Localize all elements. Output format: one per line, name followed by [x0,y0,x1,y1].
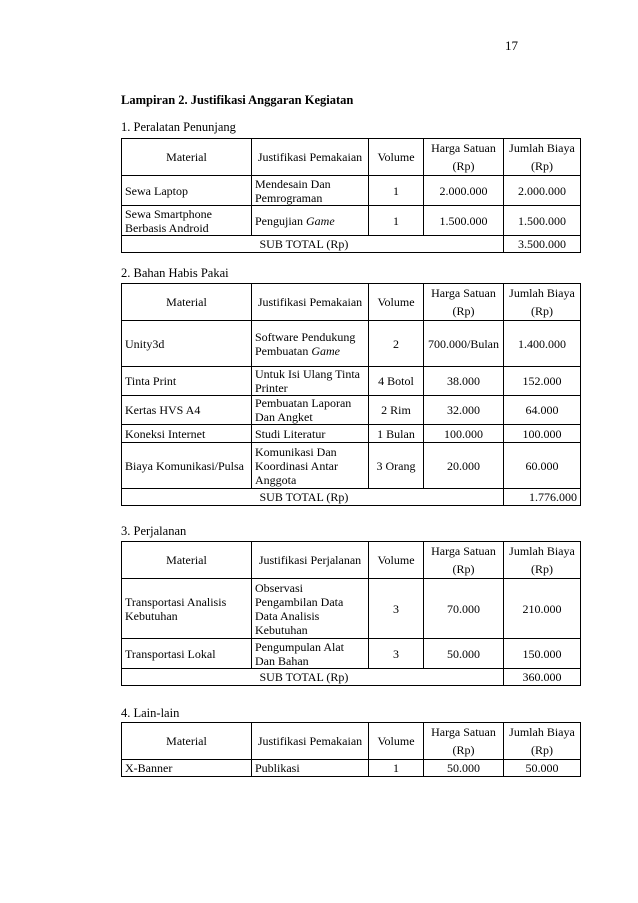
col-header-material: Material [122,723,252,760]
page-heading: Lampiran 2. Justifikasi Anggaran Kegiatan [121,93,354,107]
cell-harga: 70.000 [424,579,504,639]
cell-justifikasi: Pengumpulan Alat Dan Bahan [252,639,369,669]
subtotal-row [122,669,581,686]
col-header-volume: Volume [369,284,424,321]
cell-harga: 32.000 [424,396,504,425]
col-header-volume: Volume [369,139,424,176]
cell-justifikasi [252,206,369,236]
subtotal-label: SUB TOTAL (Rp) [252,236,504,253]
cell-material: Sewa Laptop [122,176,252,206]
col-header-justifikasi: Justifikasi Pemakaian [252,139,369,176]
cell-jumlah: 2.000.000 [504,176,581,206]
cell-material: Kertas HVS A4 [122,396,252,425]
section-title-bahan: 2. Bahan Habis Pakai [121,266,229,280]
cell-harga: 700.000/Bulan [424,321,504,367]
cell-justifikasi-italic: Game [306,213,335,228]
table-row [122,639,581,669]
table-row [122,367,581,396]
cell-material: X-Banner [122,760,252,777]
col-header-jumlah: Jumlah Biaya (Rp) [504,542,581,579]
cell-justifikasi-text: Software Pendukung Pembuatan [255,329,356,358]
section-title-lain-lain: 4. Lain-lain [121,706,180,720]
subtotal-label: SUB TOTAL (Rp) [252,669,504,686]
table-lain-lain [121,722,581,777]
cell-justifikasi: Pembuatan Laporan Dan Angket [252,396,369,425]
table-header-row [122,542,581,579]
table-perjalanan [121,541,581,686]
table-header-row [122,139,581,176]
col-header-volume: Volume [369,723,424,760]
cell-material: Transportasi Lokal [122,639,252,669]
cell-material: Sewa Smartphone Berbasis Android [122,206,252,236]
col-header-harga: Harga Satuan (Rp) [424,139,504,176]
cell-material: Biaya Komunikasi/Pulsa [122,443,252,489]
cell-volume: 1 [369,760,424,777]
col-header-material: Material [122,139,252,176]
subtotal-label: SUB TOTAL (Rp) [252,489,504,506]
subtotal-row [122,236,581,253]
col-header-material: Material [122,542,252,579]
cell-justifikasi-italic: Game [311,343,340,358]
table-row [122,321,581,367]
table-header-row [122,723,581,760]
col-header-volume: Volume [369,542,424,579]
cell-justifikasi: Observasi Pengambilan Data Data Analisis Kebutuhan [252,579,369,639]
table-header-row [122,284,581,321]
cell-volume: 2 [369,321,424,367]
table-row [122,760,581,777]
cell-justifikasi: Untuk Isi Ulang Tinta Printer [252,367,369,396]
cell-volume: 4 Botol [369,367,424,396]
cell-jumlah: 64.000 [504,396,581,425]
cell-justifikasi: Publikasi [252,760,369,777]
col-header-harga: Harga Satuan (Rp) [424,723,504,760]
cell-justifikasi-text: Pengujian [255,213,306,228]
table-bahan-habis-pakai [121,283,581,506]
subtotal-value: 360.000 [504,669,581,686]
cell-material: Tinta Print [122,367,252,396]
col-header-jumlah: Jumlah Biaya (Rp) [504,284,581,321]
cell-justifikasi: Mendesain Dan Pemrograman [252,176,369,206]
cell-harga: 1.500.000 [424,206,504,236]
table-row [122,396,581,425]
cell-harga: 50.000 [424,639,504,669]
col-header-harga: Harga Satuan (Rp) [424,284,504,321]
subtotal-value: 3.500.000 [504,236,581,253]
cell-harga: 50.000 [424,760,504,777]
col-header-jumlah: Jumlah Biaya (Rp) [504,139,581,176]
cell-harga: 100.000 [424,425,504,443]
cell-volume: 1 Bulan [369,425,424,443]
col-header-jumlah: Jumlah Biaya (Rp) [504,723,581,760]
cell-volume: 2 Rim [369,396,424,425]
col-header-material: Material [122,284,252,321]
cell-volume: 1 [369,206,424,236]
table-row [122,579,581,639]
cell-jumlah: 60.000 [504,443,581,489]
subtotal-value: 1.776.000 [504,489,581,506]
table-row [122,206,581,236]
cell-justifikasi [252,321,369,367]
cell-justifikasi: Studi Literatur [252,425,369,443]
cell-volume: 1 [369,176,424,206]
cell-jumlah: 1.500.000 [504,206,581,236]
cell-volume: 3 [369,639,424,669]
subtotal-row [122,489,581,506]
cell-material: Transportasi Analisis Kebutuhan [122,579,252,639]
col-header-justifikasi: Justifikasi Perjalanan [252,542,369,579]
cell-volume: 3 [369,579,424,639]
table-peralatan-penunjang [121,138,581,253]
cell-jumlah: 150.000 [504,639,581,669]
cell-volume: 3 Orang [369,443,424,489]
col-header-justifikasi: Justifikasi Pemakaian [252,284,369,321]
cell-jumlah: 1.400.000 [504,321,581,367]
cell-material: Koneksi Internet [122,425,252,443]
cell-jumlah: 100.000 [504,425,581,443]
cell-harga: 20.000 [424,443,504,489]
section-title-perjalanan: 3. Perjalanan [121,524,187,538]
cell-harga: 38.000 [424,367,504,396]
col-header-justifikasi: Justifikasi Pemakaian [252,723,369,760]
table-row [122,425,581,443]
table-row [122,443,581,489]
cell-material: Unity3d [122,321,252,367]
col-header-harga: Harga Satuan (Rp) [424,542,504,579]
table-row [122,176,581,206]
page-number: 17 [505,38,518,53]
cell-jumlah: 50.000 [504,760,581,777]
cell-harga: 2.000.000 [424,176,504,206]
cell-jumlah: 152.000 [504,367,581,396]
cell-justifikasi: Komunikasi Dan Koordinasi Antar Anggota [252,443,369,489]
section-title-peralatan: 1. Peralatan Penunjang [121,120,236,134]
cell-jumlah: 210.000 [504,579,581,639]
